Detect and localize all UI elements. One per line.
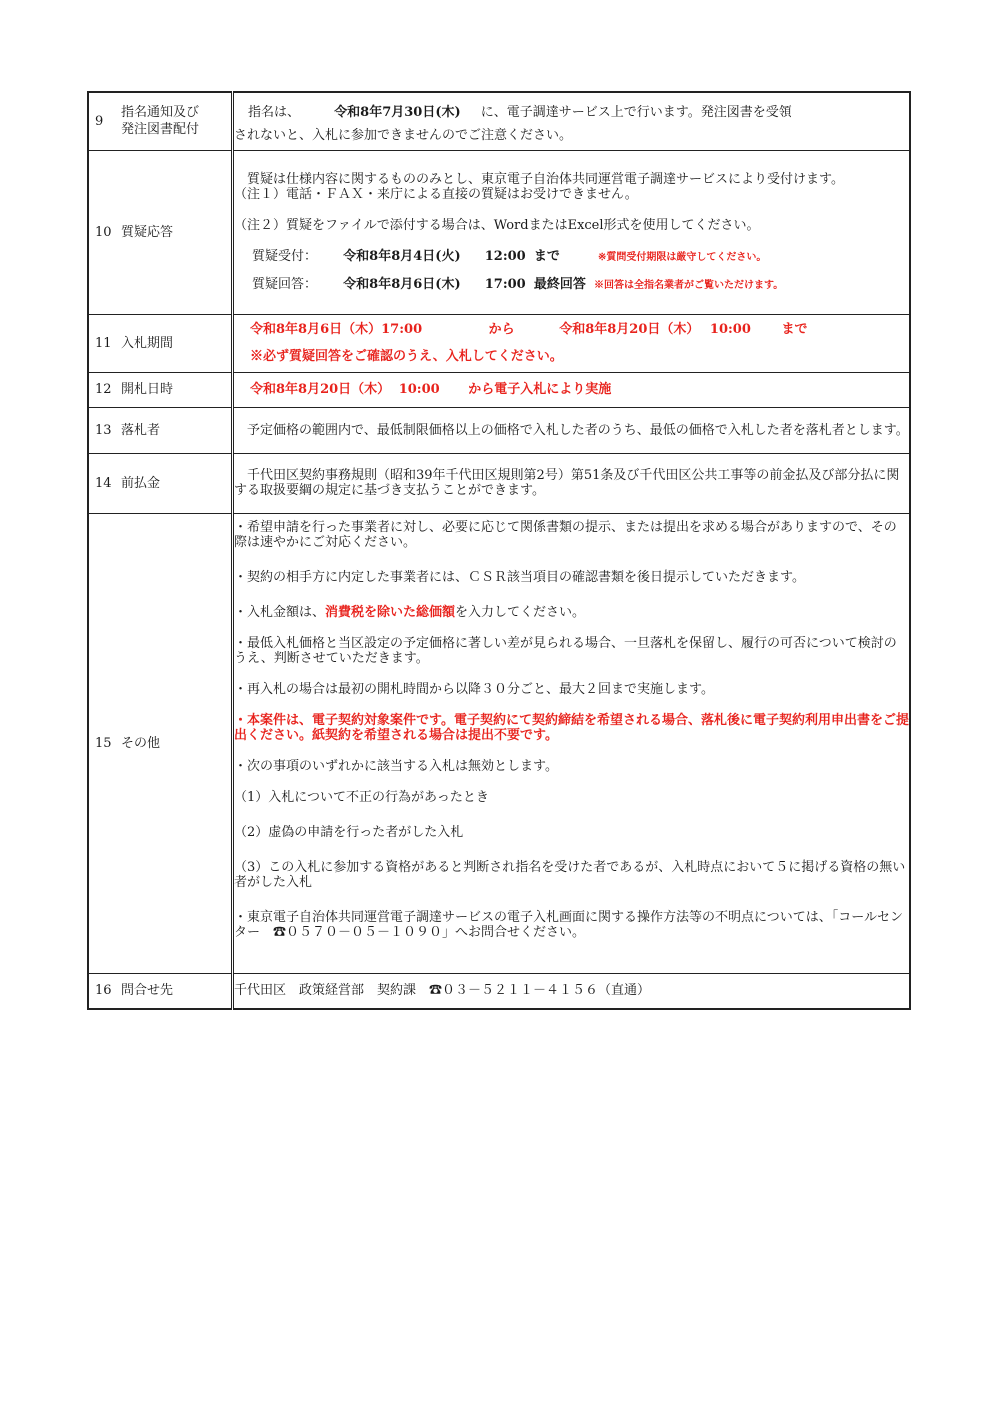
table-row-14 [88, 453, 910, 513]
row-label: 落札者 [121, 422, 161, 438]
row-label-cell [88, 453, 233, 513]
row-number: 14 [95, 475, 112, 491]
row-number: 9 [95, 113, 104, 129]
row-number: 13 [95, 422, 112, 438]
other-item-5: ・再入札の場合は最初の開札時間から以降３０分ごと、最大２回まで実施します。 [234, 681, 714, 697]
row-content-cell [233, 314, 911, 372]
row-number: 11 [95, 335, 112, 351]
bid-period-warning: ※必ず質疑回答をご確認のうえ、入札してください。 [250, 349, 563, 364]
row-content-cell [233, 92, 911, 150]
table-row-13 [88, 407, 910, 453]
opening-datetime-line: 令和8年8月20日（木） 10:00 から電子入札により実施 [250, 382, 612, 397]
inquiry-note-2: （注２）質疑をファイルで添付する場合は、WordまたはExcel形式を使用してください。 [234, 217, 760, 233]
table-row-9 [88, 92, 910, 150]
receive-deadline-note: ※質問受付期限は厳守してください。 [598, 251, 767, 263]
inquiry-receive-line: 質疑受付： 令和8年8月4日(火) 12:00 まで ※質問受付期限は厳守してください。 [252, 248, 767, 264]
inquiry-answer-line: 質疑回答： 令和8年8月6日(木) 17:00 最終回答 ※回答は全指名業者がご覧いただけます。 [252, 276, 784, 292]
table-row-11 [88, 314, 910, 372]
row-label-cell [88, 372, 233, 407]
table-row-16 [88, 973, 910, 1009]
invalid-condition-3: （3）この入札に参加する資格があると判断され指名を受けた者であるが、入札時点において５に掲げる資格の無い者がした入札 [234, 859, 906, 890]
specification-table [87, 91, 911, 1010]
row-label: 指名通知及び 発注図書配付 [121, 105, 200, 138]
row-number: 16 [95, 983, 112, 999]
row-content-cell [233, 150, 911, 314]
table-row-12 [88, 372, 910, 407]
row-label-cell [88, 92, 233, 150]
answer-visibility-note: ※回答は全指名業者がご覧いただけます。 [594, 279, 784, 291]
row-label: 質疑応答 [121, 224, 174, 240]
row-label-cell [88, 314, 233, 372]
row-label: 開札日時 [121, 382, 174, 397]
row-label-cell [88, 150, 233, 314]
advance-payment-text: 千代田区契約事務規則（昭和39年千代田区規則第2号）第51条及び千代田区公共工事等の前金払及び部分払に関する取扱要綱の規定に基づき支払うことができます。 [234, 468, 900, 498]
row-label-cell [88, 513, 233, 973]
designation-line: 指名は、 令和8年7月30日(木) に、電子調達サービス上で行います。発注図書を受領 [248, 104, 792, 120]
row-content-cell [233, 513, 911, 973]
other-item-4: ・最低入札価格と当区設定の予定価格に著しい差が見られる場合、一旦落札を保留し、履行の可否について検討のうえ、判断させていただきます。 [234, 635, 897, 666]
bid-period-line: 令和8年8月6日（木）17:00 から 令和8年8月20日（木） 10:00 まで [250, 322, 808, 337]
call-center-note: ・東京電子自治体共同運営電子調達サービスの電子入札画面に関する操作方法等の不明点については、「コールセンター ☎０５７０－０５－１０９０」へお問合せください。 [234, 909, 903, 940]
designation-date: 令和8年7月30日(木) [334, 104, 461, 120]
row-number: 15 [95, 735, 112, 751]
row-content-cell [233, 372, 911, 407]
row-label-cell [88, 407, 233, 453]
table-row-10 [88, 150, 910, 314]
row-content-cell [233, 407, 911, 453]
winning-bidder-text: 予定価格の範囲内で、最低制限価格以上の価格で入札した者のうち、最低の価格で入札した者を落札者とします。 [234, 422, 909, 438]
row-label-cell [88, 973, 233, 1009]
other-item-7: ・次の事項のいずれかに該当する入札は無効とします。 [234, 758, 558, 774]
row-label: 問合せ先 [121, 983, 174, 999]
row-label: 入札期間 [121, 335, 174, 351]
other-item-2: ・契約の相手方に内定した事業者には、ＣＳＲ該当項目の確認書類を後日提示していただきます。 [234, 569, 805, 585]
invalid-condition-1: （1）入札について不正の行為があったとき [234, 789, 489, 805]
other-item-3: ・入札金額は、消費税を除いた総価額を入力してください。 [234, 604, 586, 620]
tax-excluded-emphasis: 消費税を除いた総価額 [325, 604, 456, 620]
row-content-cell [233, 453, 911, 513]
row-number: 10 [95, 224, 112, 240]
other-item-1: ・希望申請を行った事業者に対し、必要に応じて関係書類の提示、または提出を求める場合がありますので、その際は速やかにご対応ください。 [234, 519, 897, 550]
row-label: 前払金 [121, 475, 161, 491]
invalid-condition-2: （2）虚偽の申請を行った者がした入札 [234, 824, 464, 840]
inquiry-text: 質疑は仕様内容に関するもののみとし、東京電子自治体共同運営電子調達サービスにより受付けます。 [234, 171, 844, 187]
inquiry-note-1: （注１）電話・ＦＡＸ・来庁による直接の質疑はお受けできません。 [234, 186, 638, 202]
contact-info: 千代田区 政策経営部 契約課 ☎０３－５２１１－４１５６（直通） [234, 983, 651, 999]
row-number: 12 [95, 382, 112, 397]
row-content-cell [233, 973, 911, 1009]
other-item-e-contract: ・本案件は、電子契約対象案件です。電子契約にて契約締結を希望される場合、落札後に電子契約利用申出書をご提出ください。紙契約を希望される場合は提出不要です。 [234, 712, 909, 743]
row-label: その他 [121, 735, 161, 751]
designation-warning: されないと、入札に参加できませんのでご注意ください。 [234, 127, 573, 143]
table-row-15 [88, 513, 910, 973]
